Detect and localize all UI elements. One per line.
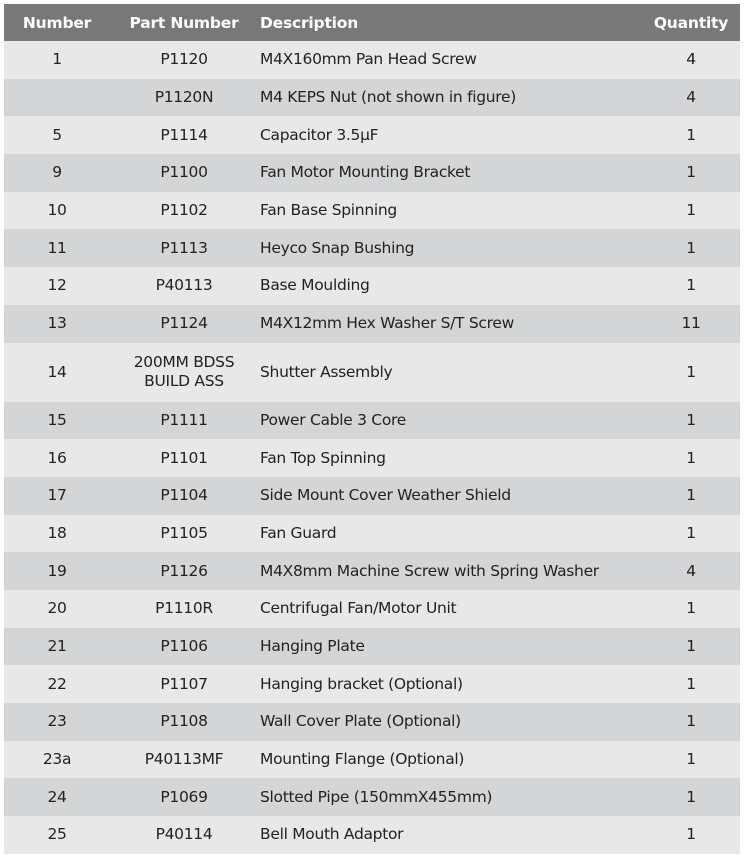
cell-number: 24	[4, 778, 110, 816]
cell-part-number	[110, 703, 258, 741]
table-header-row	[4, 4, 740, 41]
table-row	[4, 741, 740, 779]
part-number-line: P1108	[160, 712, 208, 731]
cell-description: Slotted Pipe (150mmX455mm)	[258, 778, 642, 816]
part-number-line: P1100	[160, 163, 208, 182]
table-row	[4, 552, 740, 590]
part-number-line: P1101	[160, 448, 208, 467]
cell-description: Fan Base Spinning	[258, 192, 642, 230]
cell-quantity: 1	[642, 778, 740, 816]
cell-quantity: 1	[642, 515, 740, 553]
cell-quantity: 1	[642, 343, 740, 402]
cell-part-number	[110, 267, 258, 305]
table-row	[4, 79, 740, 117]
part-number-line: P1107	[160, 674, 208, 693]
table-row	[4, 439, 740, 477]
part-number-line: P40113	[155, 276, 213, 295]
cell-number: 1	[4, 41, 110, 79]
cell-part-number	[110, 229, 258, 267]
cell-part-number	[110, 305, 258, 343]
cell-quantity: 1	[642, 267, 740, 305]
cell-quantity: 1	[642, 192, 740, 230]
cell-description: Fan Motor Mounting Bracket	[258, 154, 642, 192]
cell-description: Heyco Snap Bushing	[258, 229, 642, 267]
cell-description: Wall Cover Plate (Optional)	[258, 703, 642, 741]
cell-number: 21	[4, 628, 110, 666]
cell-part-number	[110, 778, 258, 816]
cell-part-number	[110, 628, 258, 666]
cell-quantity: 1	[642, 477, 740, 515]
cell-part-number	[110, 515, 258, 553]
cell-number: 23	[4, 703, 110, 741]
cell-quantity: 1	[642, 628, 740, 666]
table-row	[4, 267, 740, 305]
part-number-line: P1113	[160, 238, 208, 257]
cell-number: 23a	[4, 741, 110, 779]
part-number-line: P1102	[160, 201, 208, 220]
cell-part-number	[110, 590, 258, 628]
part-number-line: P1069	[160, 787, 208, 806]
table-row	[4, 590, 740, 628]
cell-quantity: 1	[642, 439, 740, 477]
cell-part-number	[110, 154, 258, 192]
table-row	[4, 192, 740, 230]
cell-part-number	[110, 439, 258, 477]
cell-quantity: 1	[642, 665, 740, 703]
cell-number: 17	[4, 477, 110, 515]
part-number-line: P1126	[160, 561, 208, 580]
cell-quantity: 1	[642, 590, 740, 628]
cell-quantity: 1	[642, 229, 740, 267]
table-row	[4, 628, 740, 666]
cell-description: Centrifugal Fan/Motor Unit	[258, 590, 642, 628]
cell-description: Mounting Flange (Optional)	[258, 741, 642, 779]
table-row	[4, 665, 740, 703]
cell-description: Power Cable 3 Core	[258, 402, 642, 440]
cell-part-number	[110, 552, 258, 590]
part-number-line-2: BUILD ASS	[144, 372, 224, 390]
table-row	[4, 402, 740, 440]
table-row	[4, 778, 740, 816]
cell-number: 9	[4, 154, 110, 192]
cell-description: M4X160mm Pan Head Screw	[258, 41, 642, 79]
cell-quantity: 1	[642, 154, 740, 192]
cell-quantity: 1	[642, 116, 740, 154]
cell-part-number	[110, 665, 258, 703]
table-row	[4, 816, 740, 854]
cell-quantity: 1	[642, 402, 740, 440]
cell-description: Shutter Assembly	[258, 343, 642, 402]
cell-number: 11	[4, 229, 110, 267]
header-number: Number	[4, 4, 110, 41]
header-part-number: Part Number	[110, 4, 258, 41]
cell-number: 14	[4, 343, 110, 402]
cell-description: Hanging Plate	[258, 628, 642, 666]
part-number-line: P1105	[160, 523, 208, 542]
cell-quantity: 1	[642, 816, 740, 854]
cell-number: 20	[4, 590, 110, 628]
part-number-line: P1114	[160, 125, 208, 144]
cell-quantity: 4	[642, 552, 740, 590]
cell-number	[4, 79, 110, 117]
cell-part-number	[110, 79, 258, 117]
cell-description: Fan Top Spinning	[258, 439, 642, 477]
cell-number: 15	[4, 402, 110, 440]
cell-number: 22	[4, 665, 110, 703]
cell-part-number	[110, 116, 258, 154]
cell-number: 12	[4, 267, 110, 305]
cell-quantity: 11	[642, 305, 740, 343]
cell-description: M4 KEPS Nut (not shown in figure)	[258, 79, 642, 117]
part-number-line: P1124	[160, 314, 208, 333]
cell-quantity: 4	[642, 41, 740, 79]
cell-description: Hanging bracket (Optional)	[258, 665, 642, 703]
part-number-line: P40113MF	[144, 750, 224, 769]
parts-list-table	[4, 4, 740, 854]
cell-number: 5	[4, 116, 110, 154]
part-number-line: P1110R	[155, 599, 213, 618]
table-row	[4, 41, 740, 79]
cell-quantity: 1	[642, 703, 740, 741]
cell-quantity: 1	[642, 741, 740, 779]
cell-description: Fan Guard	[258, 515, 642, 553]
table-row	[4, 305, 740, 343]
cell-part-number	[110, 192, 258, 230]
part-number-line: P1111	[160, 410, 208, 429]
cell-part-number	[110, 741, 258, 779]
cell-part-number	[110, 477, 258, 515]
cell-description: Capacitor 3.5µF	[258, 116, 642, 154]
cell-description: M4X8mm Machine Screw with Spring Washer	[258, 552, 642, 590]
part-number-line: P1120	[160, 50, 208, 69]
cell-part-number	[110, 816, 258, 854]
header-quantity: Quantity	[642, 4, 740, 41]
cell-number: 10	[4, 192, 110, 230]
cell-number: 13	[4, 305, 110, 343]
cell-part-number	[110, 41, 258, 79]
cell-description: Base Moulding	[258, 267, 642, 305]
table-row	[4, 477, 740, 515]
table-row	[4, 116, 740, 154]
part-number-line: 200MM BDSS	[133, 353, 235, 371]
cell-description: M4X12mm Hex Washer S/T Screw	[258, 305, 642, 343]
cell-number: 19	[4, 552, 110, 590]
table-row	[4, 154, 740, 192]
part-number-line: P1120N	[154, 88, 214, 107]
part-number-line: P1106	[160, 636, 208, 655]
part-number-line: P1104	[160, 486, 208, 505]
cell-number: 25	[4, 816, 110, 854]
table-row	[4, 703, 740, 741]
part-number-line: P40114	[155, 825, 213, 844]
cell-number: 16	[4, 439, 110, 477]
table-body	[4, 41, 740, 854]
cell-description: Bell Mouth Adaptor	[258, 816, 642, 854]
table-row	[4, 343, 740, 402]
cell-part-number	[110, 343, 258, 402]
cell-number: 18	[4, 515, 110, 553]
table-row	[4, 515, 740, 553]
header-description: Description	[258, 4, 642, 41]
table-row	[4, 229, 740, 267]
cell-part-number	[110, 402, 258, 440]
cell-quantity: 4	[642, 79, 740, 117]
cell-description: Side Mount Cover Weather Shield	[258, 477, 642, 515]
